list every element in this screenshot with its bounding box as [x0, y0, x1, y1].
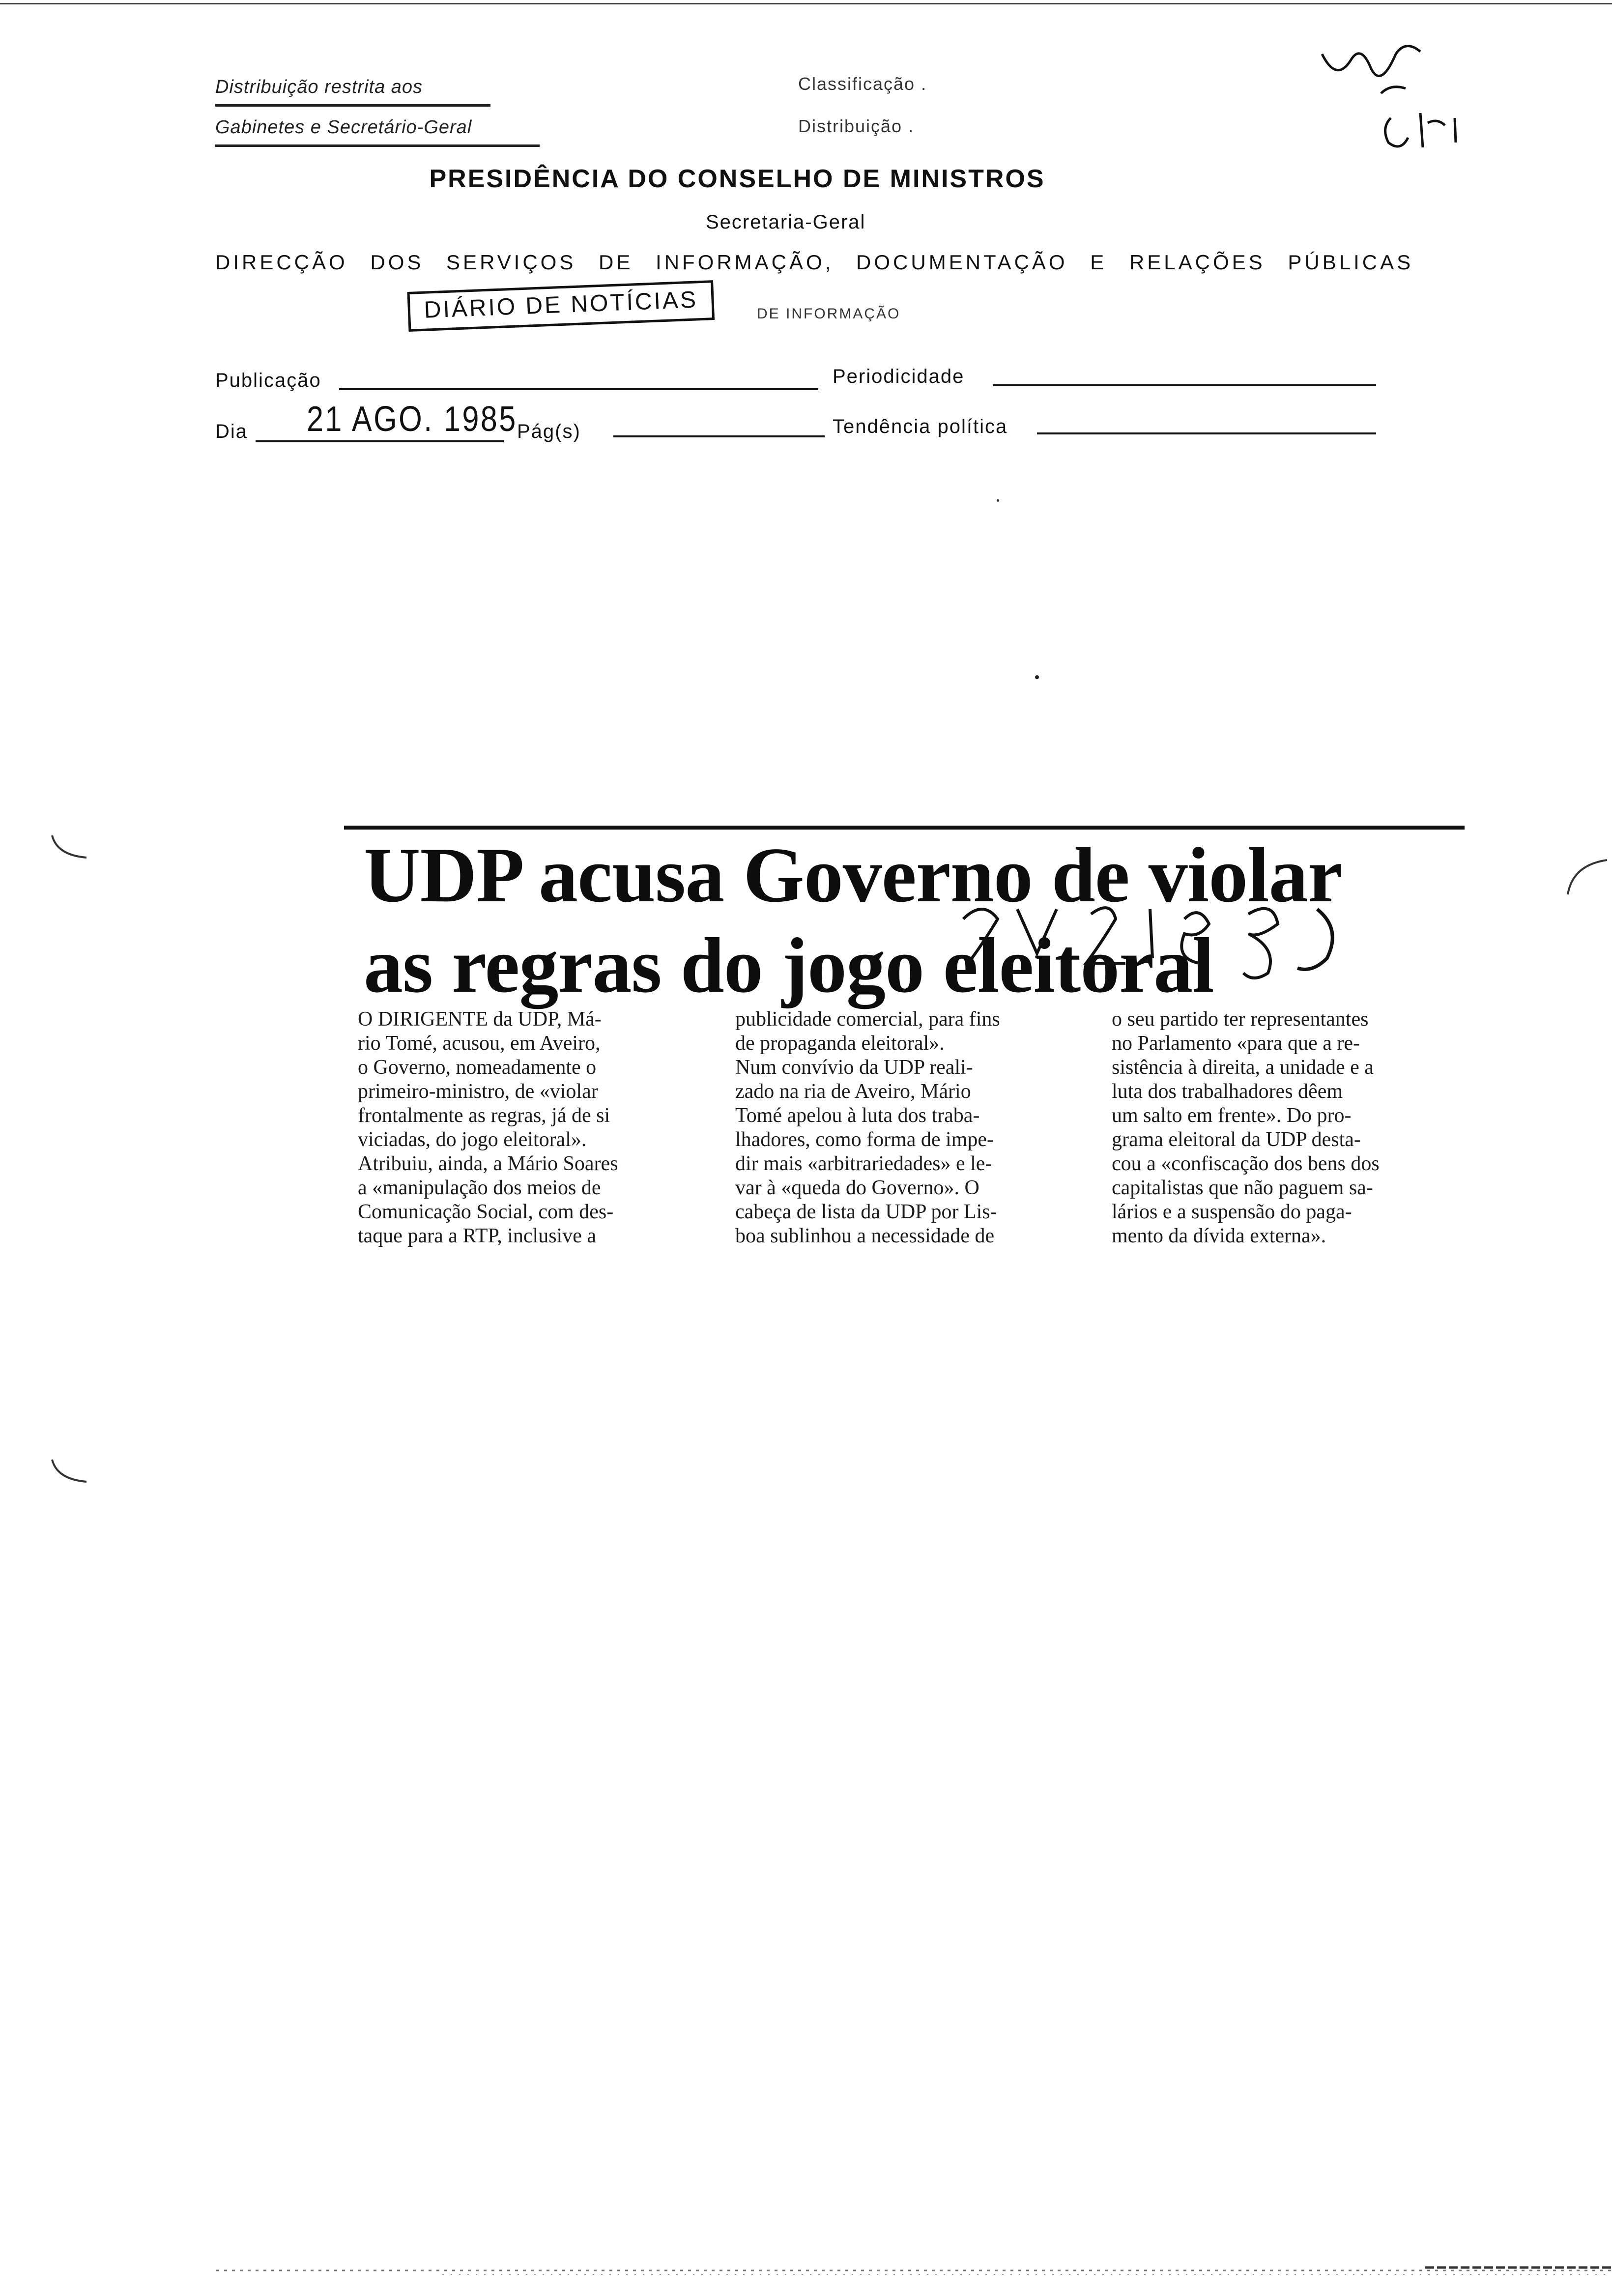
source-stamp: DIÁRIO DE NOTÍCIAS	[407, 280, 715, 332]
article-headline	[364, 830, 1494, 1010]
distribution-label: Distribuição .	[798, 116, 915, 136]
punch-mark-icon	[1553, 855, 1612, 899]
day-label: Dia	[215, 421, 248, 442]
article-column-2: publicidade comercial, para fins de propaganda eleitoral». Num convívio da UDP reali- zado na ria de Aveiro, Mário Tomé apelou à luta dos traba- lhadores, como forma de impe- dir mais «arbitrariedades» e le- var à «queda do Governo». O cabeça de lista da UDP por Lis- boa sublinhou a necessidade de	[735, 1008, 1000, 1247]
day-value: 21 AGO. 1985	[307, 400, 518, 439]
distribution-restricted-note: Distribuição restrita aos	[215, 77, 423, 97]
cabinets-underline	[215, 144, 540, 147]
distribution-cabinets-note: Gabinetes e Secretário-Geral	[215, 117, 472, 138]
organization-subtitle: Secretaria-Geral	[706, 211, 866, 233]
headline-line-2: as regras do jogo eleitoral	[364, 921, 1214, 1009]
scan-noise-strip	[0, 2261, 1612, 2280]
publication-label: Publicação	[215, 370, 321, 391]
publication-field-line	[339, 388, 818, 390]
day-field-line	[256, 440, 504, 442]
political-tendency-label: Tendência política	[833, 416, 1008, 437]
punch-mark-icon	[47, 831, 96, 865]
article-column-1: O DIRIGENTE da UDP, Má- rio Tomé, acusou, em Aveiro, o Governo, nomeadamente o primeiro-ministro, de «violar frontalmente as regras, já de si viciadas, do jogo eleitoral». Atribuiu, ainda, a Mário Soares a «manipulação dos meios de Comunicação Social, com des- taque para a RTP, inclusive a	[358, 1008, 618, 1247]
political-tendency-field-line	[1037, 432, 1376, 434]
top-border-line	[0, 3, 1612, 4]
speck	[997, 499, 999, 502]
stamp-tail-text: DE INFORMAÇÃO	[757, 306, 901, 322]
speck	[1035, 675, 1039, 679]
pages-field-line	[613, 435, 825, 437]
organization-title: PRESIDÊNCIA DO CONSELHO DE MINISTROS	[429, 165, 1045, 193]
directorate-line: DIRECÇÃO DOS SERVIÇOS DE INFORMAÇÃO, DOCUMENTAÇÃO E RELAÇÕES PÚBLICAS	[215, 251, 1414, 274]
headline-line-1: UDP acusa Governo de violar	[364, 831, 1342, 918]
handwritten-initials-icon	[1307, 25, 1504, 162]
periodicity-label: Periodicidade	[833, 366, 965, 387]
distribution-underline	[215, 104, 490, 107]
periodicity-field-line	[993, 384, 1376, 386]
pages-label: Pág(s)	[517, 421, 581, 442]
classification-label: Classificação .	[798, 74, 927, 94]
article-column-3: o seu partido ter representantes no Parlamento «para que a re- sistência à direita, a unidade e a luta dos trabalhadores dêem um salto em frente». Do pro- grama eleitoral da UDP desta- cou a «confiscação dos bens dos capitalistas que não paguem sa- lários e a suspensão do paga- mento da dívida externa».	[1112, 1008, 1380, 1247]
clipping-top-rule	[344, 826, 1465, 830]
punch-mark-icon	[47, 1455, 96, 1489]
